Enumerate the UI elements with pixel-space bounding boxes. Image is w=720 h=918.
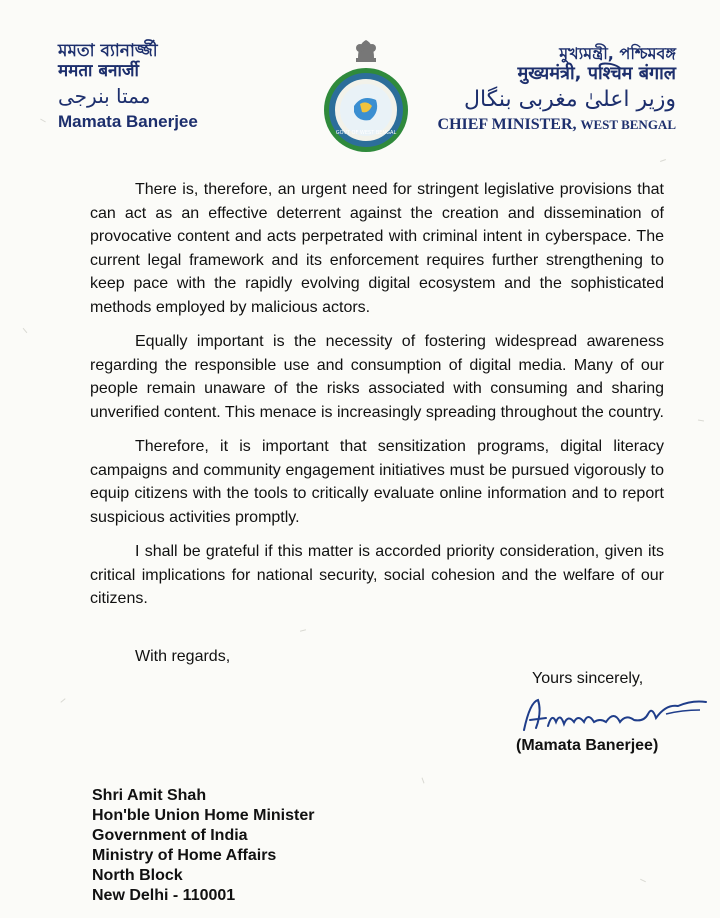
name-english: Mamata Banerjee (58, 112, 198, 132)
closing-sincerely: Yours sincerely, (532, 670, 644, 687)
addressee-line: North Block (92, 867, 183, 884)
west-bengal-emblem-icon (318, 36, 414, 154)
addressee-line: Government of India (92, 827, 248, 844)
name-bengali: মমতা ব্যানার্জ্জী (58, 41, 158, 61)
designation-hindi: मुख्यमंत्री, पश्चिम बंगाल (517, 63, 676, 85)
handwritten-signature (516, 692, 712, 738)
paragraph: Therefore, it is important that sensitization programs, digital literacy campaigns and community engagement initiatives must be pursued vigorously to equip citizens with the tools to critically evaluate online information and to report suspicious activities promptly. (90, 438, 664, 526)
name-hindi: ममता बनार्जी (58, 60, 139, 81)
addressee-line: New Delhi - 110001 (92, 887, 236, 904)
letter-body (90, 178, 664, 622)
paragraph: There is, therefore, an urgent need for stringent legislative provisions that can act as an effective deterrent against the creation and dissemination of provocative content and acts perpetrated with criminal intent in cyberspace. The current legal framework and its enforcement requires further strengthening to keep pace with the rapidly evolving digital ecosystem and the sophisticated methods employed by malicious actors. (90, 181, 664, 316)
letterhead-right (438, 44, 676, 134)
addressee-block (92, 786, 314, 906)
designation-title: CHIEF MINISTER, (437, 116, 577, 134)
name-urdu: ممتا بنرجی (58, 84, 151, 109)
designation-urdu: وزیر اعلیٰ مغربی بنگال (464, 86, 676, 112)
designation-state: WEST BENGAL (580, 117, 676, 133)
addressee-line: Shri Amit Shah (92, 787, 207, 804)
emblem-ring-text: GOVT OF WEST BENGAL (335, 130, 397, 136)
regards-line: With regards, (135, 648, 231, 665)
paragraph: Equally important is the necessity of fostering widespread awareness regarding the responsible use and consumption of digital media. Many of our people remain unaware of the risks associated with consuming and sharing unverified content. This menace is increasingly spreading throughout the country. (90, 333, 664, 421)
addressee-line: Ministry of Home Affairs (92, 847, 277, 864)
letterhead-left (58, 42, 198, 132)
designation-bengali: মুখ্যমন্ত্রী, পশ্চিমবঙ্গ (559, 44, 676, 63)
addressee-line: Hon'ble Union Home Minister (92, 807, 315, 824)
designation-english (438, 115, 676, 134)
paragraph: I shall be grateful if this matter is accorded priority consideration, given its critical implications for national security, social cohesion and the welfare of our citizens. (90, 543, 664, 607)
signatory-name: (Mamata Banerjee) (516, 737, 659, 754)
